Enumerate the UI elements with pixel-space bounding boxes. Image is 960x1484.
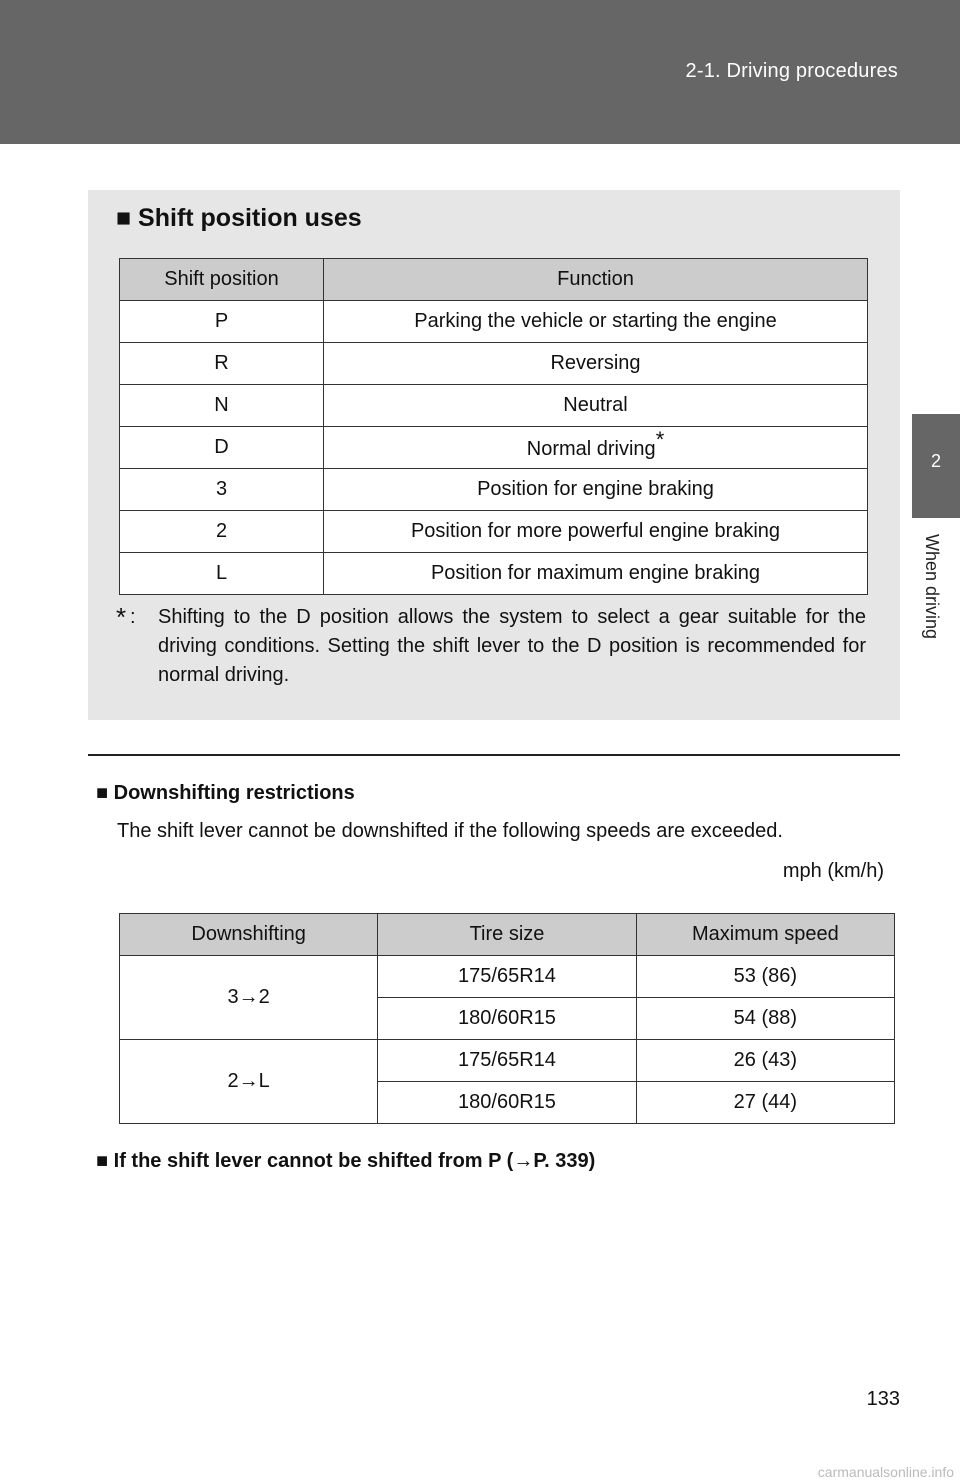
table-row <box>120 385 868 427</box>
downshift-table <box>119 913 895 1124</box>
max-speed-cell: 27 (44) <box>636 1082 894 1124</box>
chapter-label: When driving <box>922 534 942 640</box>
chapter-tab-label <box>912 518 960 698</box>
table-row <box>120 553 868 595</box>
shift-position-cell: P <box>120 301 324 343</box>
watermark: carmanualsonline.info <box>817 1464 954 1480</box>
table-row <box>120 511 868 553</box>
function-cell: Position for maximum engine braking <box>324 553 868 595</box>
column-header: Maximum speed <box>636 914 894 956</box>
table-row <box>120 956 895 998</box>
downshift-cell: 3→2 <box>120 956 378 1040</box>
max-speed-cell: 53 (86) <box>636 956 894 998</box>
column-header: Function <box>324 259 868 301</box>
tire-size-cell: 175/65R14 <box>378 956 636 998</box>
downshift-title: ■ Downshifting restrictions <box>96 782 355 804</box>
downshift-cell: 2→L <box>120 1040 378 1124</box>
speed-unit: mph (km/h) <box>782 860 884 882</box>
function-cell: Position for more powerful engine braking <box>324 511 868 553</box>
section-divider <box>88 754 900 756</box>
shift-position-cell: R <box>120 343 324 385</box>
max-speed-cell: 54 (88) <box>636 998 894 1040</box>
function-cell: Reversing <box>324 343 868 385</box>
max-speed-cell: 26 (43) <box>636 1040 894 1082</box>
table-row <box>120 1040 895 1082</box>
table-header-row <box>120 914 895 956</box>
shift-position-cell: 2 <box>120 511 324 553</box>
table-row <box>120 343 868 385</box>
footnote-text: Shifting to the D position allows the system to select a gear suitable for the driving conditions. Setting the shift lever to the D position is recommended for normal driving. <box>158 606 866 686</box>
table-row <box>120 301 868 343</box>
page-number: 133 <box>866 1388 900 1410</box>
shift-section-title: ■ Shift position uses <box>116 204 362 232</box>
function-text: Normal driving <box>526 437 656 460</box>
downshift-description: The shift lever cannot be downshifted if the following speeds are exceeded. <box>117 820 783 842</box>
function-cell: Parking the vehicle or starting the engine <box>324 301 868 343</box>
table-header-row <box>120 259 868 301</box>
tire-size-cell: 180/60R15 <box>378 998 636 1040</box>
column-header: Tire size <box>378 914 636 956</box>
table-row <box>120 427 868 469</box>
tire-size-cell: 180/60R15 <box>378 1082 636 1124</box>
page-header <box>0 0 960 144</box>
shift-lever-reference: ■ If the shift lever cannot be shifted from P (→P. 339) <box>96 1150 596 1172</box>
column-header: Downshifting <box>120 914 378 956</box>
chapter-tab-number <box>912 414 960 518</box>
tire-size-cell: 175/65R14 <box>378 1040 636 1082</box>
footnote-reference: * <box>655 426 665 452</box>
column-header: Shift position <box>120 259 324 301</box>
function-cell <box>324 427 868 469</box>
shift-position-cell: 3 <box>120 469 324 511</box>
function-cell: Neutral <box>324 385 868 427</box>
chapter-number: 2 <box>930 451 941 471</box>
shift-position-cell: L <box>120 553 324 595</box>
footnote-mark: * <box>116 602 127 632</box>
function-cell: Position for engine braking <box>324 469 868 511</box>
shift-position-cell: N <box>120 385 324 427</box>
chapter-title: 2-1. Driving procedures <box>685 60 898 82</box>
shift-position-cell: D <box>120 427 324 469</box>
shift-position-table <box>119 258 868 595</box>
footnote-colon: : <box>130 606 136 628</box>
table-row <box>120 469 868 511</box>
footnote <box>116 603 866 690</box>
